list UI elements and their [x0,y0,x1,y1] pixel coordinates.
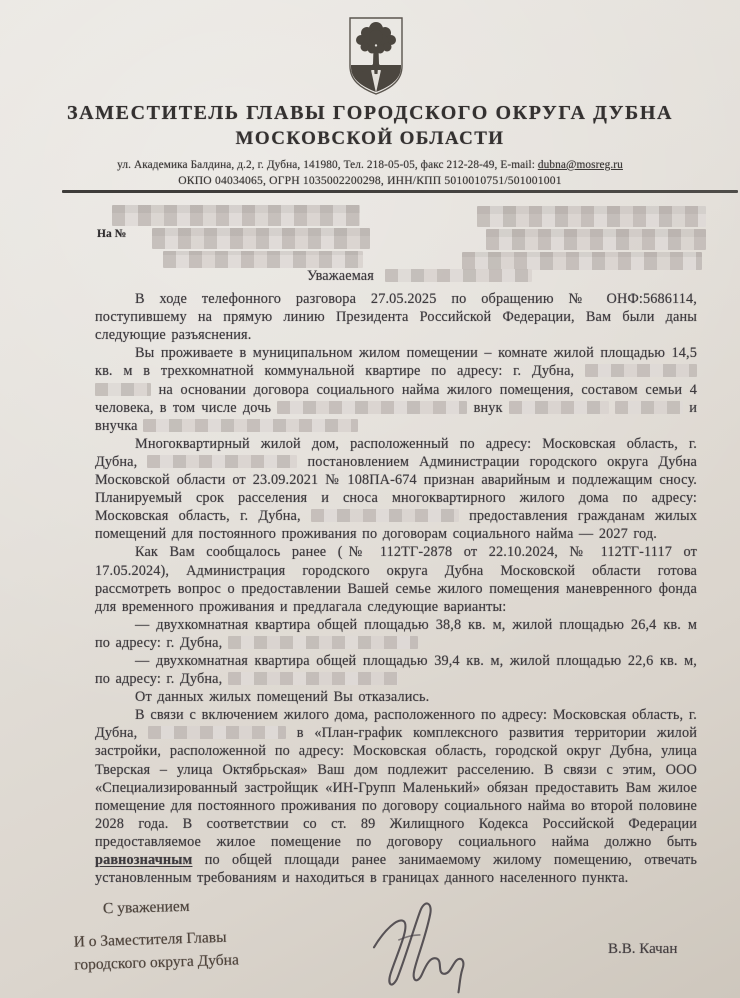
salutation-line [95,267,697,285]
handwritten-signature [366,899,477,997]
redacted-block [486,229,706,250]
redacted-text [95,383,151,396]
paragraph-previous-offers [95,543,697,615]
body-text-segment: постановлением Администрации городского округа Дубна Московской области от 23.09.2021 № 108ПА-674 признан аварийным и подлежащим сносу. Планируемый срок расселения и сноса многоквартирного жилого дома по адресу: Московская область, г. Дубна, [95,453,697,525]
paragraph-phone-call [95,290,697,344]
letterhead-address-line [0,159,740,171]
body-text-segment: внук [467,399,509,416]
body-text-segment: в «План-график комплексного развития территории жилой застройки, расположенной по адресу: Московская область, городской округ Дубна, улица Тверская – улица Октябрьская» Ваш дом подлежит расселению. В связи с этим, ООО «Специализированный застройщик «ИН-Групп Маленький» обязан предоставить Вам жилое помещение для постоянного проживания по договору социального найма во второй половине 2028 года. В соответствии со ст. 89 Жилищного Кодекса Российской Федерации предоставляемое жилое помещение по договору социального найма должно быть [95,725,697,850]
body-text-segment: предоставления гражданам жилых помещений для постоянного проживания по договорам социального найма — 2027 год. [95,508,697,543]
closing-regards: С уважением [102,897,190,918]
body-text-segment: и внучка [95,399,698,434]
emphasized-text: равнозначным [95,852,193,868]
paragraph-refusal [95,688,697,706]
letter-body [95,267,697,887]
letterhead-title-line2: МОСКОВСКОЙ ОБЛАСТИ [235,128,505,149]
body-text-segment: Как Вам сообщалось ранее (№ 112ТГ-2878 от 22.10.2024, № 112ТГ-1117 от 17.05.2024), Администрация городского округа Дубна Московской области готова рассмотреть вопрос о предоставлении Вашей семье жилого помещения маневренного фонда для временного проживания и предлагала следующие варианты: [95,544,697,615]
letterhead-title-line1: ЗАМЕСТИТЕЛЬ ГЛАВЫ ГОРОДСКОГО ОКРУГА ДУБНА [66,102,674,124]
paragraphs [95,290,697,887]
body-text-segment: Вы проживаете в муниципальном жилом помещении – комнате жилой площадью 14,5 кв. м в трехкомнатной коммунальной квартире по адресу: г. Дубна, [95,345,697,380]
body-text-segment: Многоквартирный жилой дом, расположенный по адресу: Московская область, г. Дубна, [95,435,697,470]
redacted-text [143,419,358,432]
signer-position-line1: И о Заместителя Главы [73,928,227,951]
redacted-block [112,205,360,226]
body-text-segment: — двухкомнатная квартира общей площадью 38,8 кв. м, жилой площадью 26,4 кв. м по адресу: г. Дубна, [95,616,697,651]
body-text-segment: по общей площади ранее занимаемому жилому помещению, отвечать установленным требованиям и находиться в границах данного населенного пункта. [95,852,697,887]
paragraph-residence [95,344,697,434]
body-text-segment: От данных жилых помещений Вы отказались. [135,689,430,706]
body-text-segment: В связи с включением жилого дома, расположенного по адресу: Московская область, г. Дубна, [95,707,697,742]
redacted-text [228,672,398,685]
letterhead-codes-line: ОКПО 04034065, ОГРН 1035002200298, ИНН/КПП 5010010751/501001001 [178,174,562,187]
paragraph-resettlement-plan [95,706,697,887]
body-text-segment: — двухкомнатная квартира общей площадью 39,4 кв. м, жилой площадью 22,6 кв. м, по адресу: г. Дубна, [95,652,697,688]
paragraph-option-1 [95,616,697,652]
redacted-text [148,726,286,739]
redacted-text [615,401,683,414]
signer-name: В.В. Качан [608,941,678,957]
redacted-text [277,401,467,414]
signer-position [73,925,239,976]
redacted-text [228,636,418,649]
letterhead-divider [62,190,738,193]
redacted-text [585,364,697,377]
redacted-text [311,509,459,522]
paragraph-house-demolition [95,435,697,544]
reference-number-label: На № [97,228,127,240]
redacted-block [152,228,370,249]
salutation-label: Уважаемая [307,268,374,284]
dubna-coat-of-arms-icon [347,16,405,96]
redacted-text [509,401,609,414]
letterhead-email: dubna@mosreg.ru [537,159,623,171]
body-text-segment: на основании договора социального найма жилого помещения, составом семьи 4 человека, в том числе дочь [95,381,697,416]
redacted-text [147,455,297,468]
redacted-block [477,206,706,227]
address-text: ул. Академика Балдина, д.2, г. Дубна, 141980, Тел. 218-05-05, факс 212-28-49, E-mail: [117,159,538,171]
body-text-segment: В ходе телефонного разговора 27.05.2025 по обращению № ОНФ:5686114, поступившему на прямую линию Президента Российской Федерации, Вам были даны следующие разъяснения. [95,291,697,344]
paragraph-option-2 [95,652,697,688]
redacted-addressee-name [385,269,532,282]
redacted-block [163,251,363,268]
signer-position-line2: городского округа Дубна [74,951,240,974]
